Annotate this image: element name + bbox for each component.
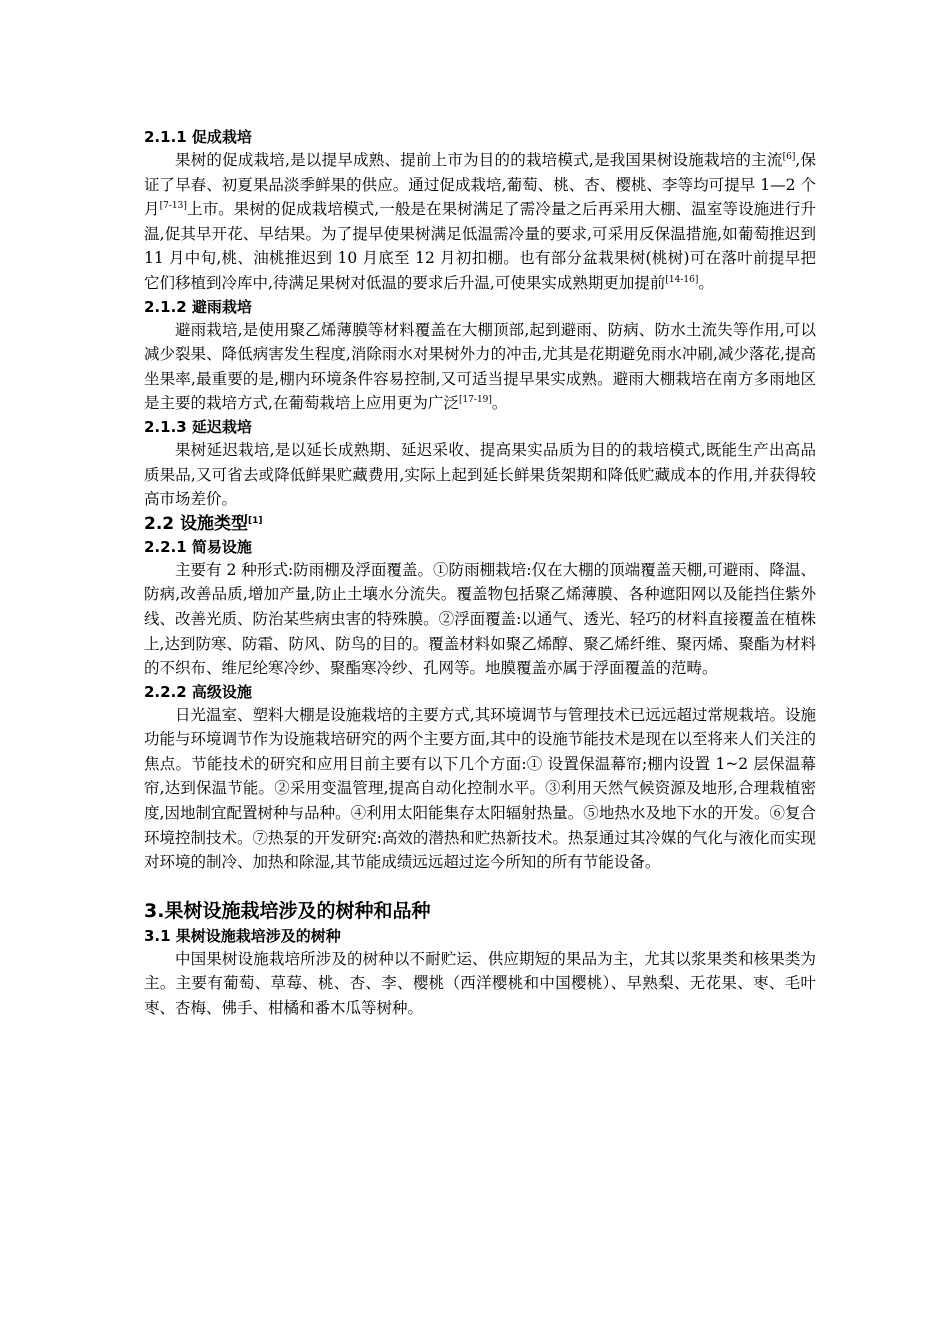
heading-3-1: 3.1 果树设施栽培涉及的树种 — [144, 926, 341, 945]
paragraph-text: 果树的促成栽培,是以提早成熟、提前上市为目的的栽培模式,是我国果树设施栽培的主流 — [175, 151, 783, 169]
paragraph-text: 。 — [491, 394, 508, 413]
paragraph-tree-species: 中国果树设施栽培所涉及的树种以不耐贮运、供应期短的果品为主，尤其以浆果类和核果类为主。主要有葡萄、草莓、桃、杏、李、樱桃（西洋樱桃和中国樱桃）、早熟梨、无花果、枣、毛叶枣、杏梅、佛手、柑橘和番木瓜等树种。 — [144, 949, 816, 1018]
citation: [6] — [782, 152, 796, 162]
paragraph-text: 上市。果树的促成栽培模式,一般是在果树满足了需冷量之后再采用大棚、温室等设施进行升温,促其早开花、早结果。为了提早使果树满足低温需冷量的要求,可采用反保温措施,如葡萄推迟到 11 月中旬,桃、油桃推迟到 10 月底至 12 月初扣棚。也有部分盆栽果树(桃树)可在落叶前提早把它们移植到冷库中,待满足果树对低温的要求后升温,可使果实成熟期更加提前 — [144, 200, 816, 292]
section-spacer — [144, 875, 816, 897]
heading-3: 3.果树设施栽培涉及的树种和品种 — [144, 899, 431, 922]
heading-2-1-3: 2.1.3 延迟栽培 — [144, 417, 252, 436]
citation: [17-19] — [458, 395, 492, 406]
heading-2-2-2: 2.2.2 高级设施 — [144, 682, 252, 701]
document-page — [144, 126, 816, 1021]
paragraph-text: 避雨栽培,是使用聚乙烯薄膜等材料覆盖在大棚顶部,起到避雨、防病、防水土流失等作用,可以减少裂果、降低病害发生程度,消除雨水对果树外力的冲击,尤其是花期避免雨水冲刷,减少落花,提高坐果率,最重要的是,棚内环境条件容易控制,又可适当提早果实成熟。避雨大棚栽培在南方多雨地区是主要的栽培方式,在葡萄栽培上应用更为广泛 — [144, 320, 816, 413]
paragraph-text: 。 — [698, 273, 714, 292]
citation: [1] — [248, 515, 263, 526]
heading-2-1-2: 2.1.2 避雨栽培 — [144, 297, 252, 316]
paragraph-advanced-facilities: 日光温室、塑料大棚是设施栽培的主要方式,其环境调节与管理技术已远远超过常规栽培。设施功能与环境调节作为设施栽培研究的两个主要方面,其中的设施节能技术是现在以至将来人们关注的焦点。节能技术的研究和应用目前主要有以下几个方面:① 设置保温幕帘;棚内设置 1~2 层保温幕帘,达到保温节能。②采用变温管理,提高自动化控制水平。③利用天然气候资源及地形,合理栽植密度,因地制宜配置树种与品种。④利用太阳能集存太阳辐射热量。⑤地热水及地下水的开发。⑥复合环境控制技术。⑦热泵的开发研究:高效的潜热和贮热新技术。热泵通过其冷媒的气化与液化而实现对环境的制冷、加热和除湿,其节能成绩远远超过迄今所知的所有节能设备。 — [144, 705, 816, 872]
heading-2-2 — [144, 512, 816, 536]
paragraph-rain-shelter — [144, 318, 816, 416]
paragraph-delayed-cultivation: 果树延迟栽培,是以延长成熟期、延迟采收、提高果实品质为目的的栽培模式,既能生产出高品质果品,又可省去或降低鲜果贮藏费用,实际上起到延长鲜果货架期和降低贮藏成本的作用,并获得较高市场差价。 — [144, 440, 816, 509]
heading-text: 2.2 设施类型 — [144, 513, 249, 534]
paragraph-text: ,保证了早春、初夏果品淡季鲜果的供应。通过促成栽培,葡萄、桃、杏、樱桃、李等均可提早 1—2 个月 — [144, 151, 816, 219]
citation: [14-16] — [665, 274, 699, 285]
paragraph-simple-facilities: 主要有 2 种形式:防雨棚及浮面覆盖。①防雨棚栽培:仅在大棚的顶端覆盖天棚,可避雨、降温、防病,改善品质,增加产量,防止土壤水分流失。覆盖物包括聚乙烯薄膜、各种遮阳网以及能挡住紫外线、改善光质、防治某些病虫害的特殊膜。②浮面覆盖:以通气、透光、轻巧的材料直接覆盖在植株上,达到防寒、防霜、防风、防鸟的目的。覆盖材料如聚乙烯醇、聚乙烯纤维、聚丙烯、聚酯为材料的不织布、维尼纶寒冷纱、聚酯寒冷纱、孔网等。地膜覆盖亦属于浮面覆盖的范畴。 — [144, 560, 816, 678]
heading-2-1-1: 2.1.1 促成栽培 — [144, 128, 252, 146]
paragraph-forcing-cultivation — [144, 148, 816, 296]
heading-2-2-1: 2.2.1 简易设施 — [144, 537, 252, 556]
citation: [7-13] — [159, 201, 187, 212]
